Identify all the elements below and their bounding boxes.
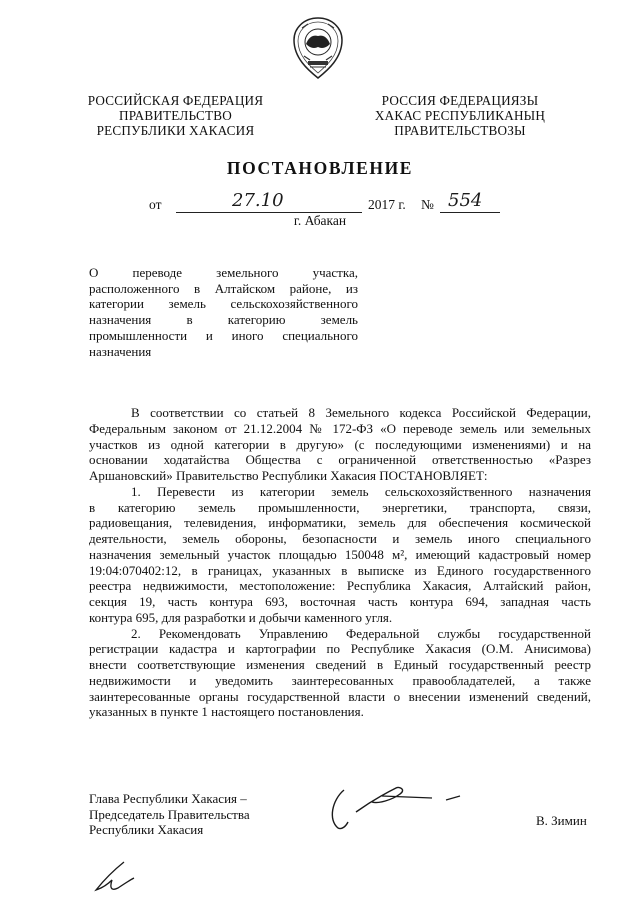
signatory-name: В. Зимин — [536, 813, 587, 828]
body-line: регистрации кадастра и картографии по Республике Хакасия (О.М. Анисимова) — [89, 641, 591, 657]
signatory-position — [89, 791, 250, 838]
body-line: назначения земельный участок площадью 150048 м², имеющий кадастровый номер — [89, 546, 591, 562]
subject-line: промышленности и иного специального — [89, 327, 358, 343]
handwritten-number: 554 — [448, 190, 483, 211]
subject-line: назначения — [89, 343, 152, 359]
body-line: В соответствии со статьей 8 Земельного кодекса Российской Федерации, — [131, 405, 591, 420]
city-label: г. Абакан — [293, 213, 347, 228]
body-line: реестра недвижимости, местоположение: Республика Хакасия, Алтайский район, — [89, 578, 591, 594]
body-line: Аршановский» Правительство Республики Хакасия ПОСТАНОВЛЯЕТ: — [89, 468, 488, 483]
subject-line: назначения в категорию земель — [89, 312, 358, 328]
body-line: участков из одной категории в другую» (с последующими изменениями) и на — [89, 436, 591, 452]
body-line: указанных в пункте 1 настоящего постановления. — [89, 704, 364, 720]
coat-of-arms-icon — [288, 16, 348, 80]
body-line: в категорию земель промышленности, энергетики, транспорта, связи, — [89, 499, 591, 515]
header-left — [78, 93, 273, 138]
header-left-line: ПРАВИТЕЛЬСТВО — [119, 108, 232, 123]
body-line: основании ходатайства Общества с ограниченной ответственностью «Разрез — [89, 452, 591, 468]
body-line: внести соответствующие изменения сведений в Единый государственный реестр — [89, 657, 591, 672]
header-right — [365, 93, 555, 138]
body-line: Федеральным законом от 21.12.2004 № 172-ФЗ «О переводе земель или земельных — [89, 420, 591, 436]
body-text — [89, 405, 591, 720]
handwritten-signature — [322, 776, 472, 836]
subject-block — [89, 265, 358, 359]
number-label: № — [421, 197, 434, 212]
header-right-line: ПРАВИТЕЛЬСТВОЗЫ — [394, 123, 526, 138]
handwritten-date: 27.10 — [232, 190, 284, 211]
date-prefix: от — [149, 197, 162, 212]
body-line: секция 19, часть контура 693, восточная часть контура 694, западная часть — [89, 594, 591, 609]
position-line: Республики Хакасия — [89, 822, 204, 837]
subject-line: категории земель сельскохозяйственного — [89, 296, 358, 312]
year-label: 2017 г. — [368, 197, 406, 212]
subject-line: расположенного в Алтайском районе, из — [89, 280, 358, 296]
body-line: заинтересованные органы государственной власти о внесении изменений сведений, — [89, 688, 591, 704]
subject-line: О переводе земельного участка, — [89, 265, 358, 280]
header-left-line: РОССИЙСКАЯ ФЕДЕРАЦИЯ — [87, 93, 264, 108]
body-line: 19:04:070402:12, в границах, указанных в выписке из Единого государственного — [89, 562, 591, 578]
body-line: деятельности, земель обороны, безопасности и земель иного специального — [89, 531, 591, 546]
body-line: недвижимости и уведомить заинтересованных правообладателей, а также — [89, 672, 591, 688]
initial-mark — [88, 858, 136, 898]
body-line: контура 695, для разработки и добычи каменного угля. — [89, 609, 393, 625]
body-line: 1. Перевести из категории земель сельскохозяйственного назначения — [131, 483, 591, 499]
position-line: Глава Республики Хакасия – — [89, 791, 247, 806]
header-right-line: ХАКАС РЕСПУБЛИКАНЫҢ — [374, 108, 546, 123]
header-left-line: РЕСПУБЛИКИ ХАКАСИЯ — [96, 123, 255, 138]
position-line: Председатель Правительства — [89, 806, 250, 822]
header-right-line: РОССИЯ ФЕДЕРАЦИЯЗЫ — [381, 93, 539, 108]
document-title: ПОСТАНОВЛЕНИЕ — [226, 158, 414, 178]
body-line: 2. Рекомендовать Управлению Федеральной службы государственной — [131, 625, 591, 641]
body-line: радиовещания, телевидения, информатики, земель для обеспечения космической — [89, 515, 591, 531]
